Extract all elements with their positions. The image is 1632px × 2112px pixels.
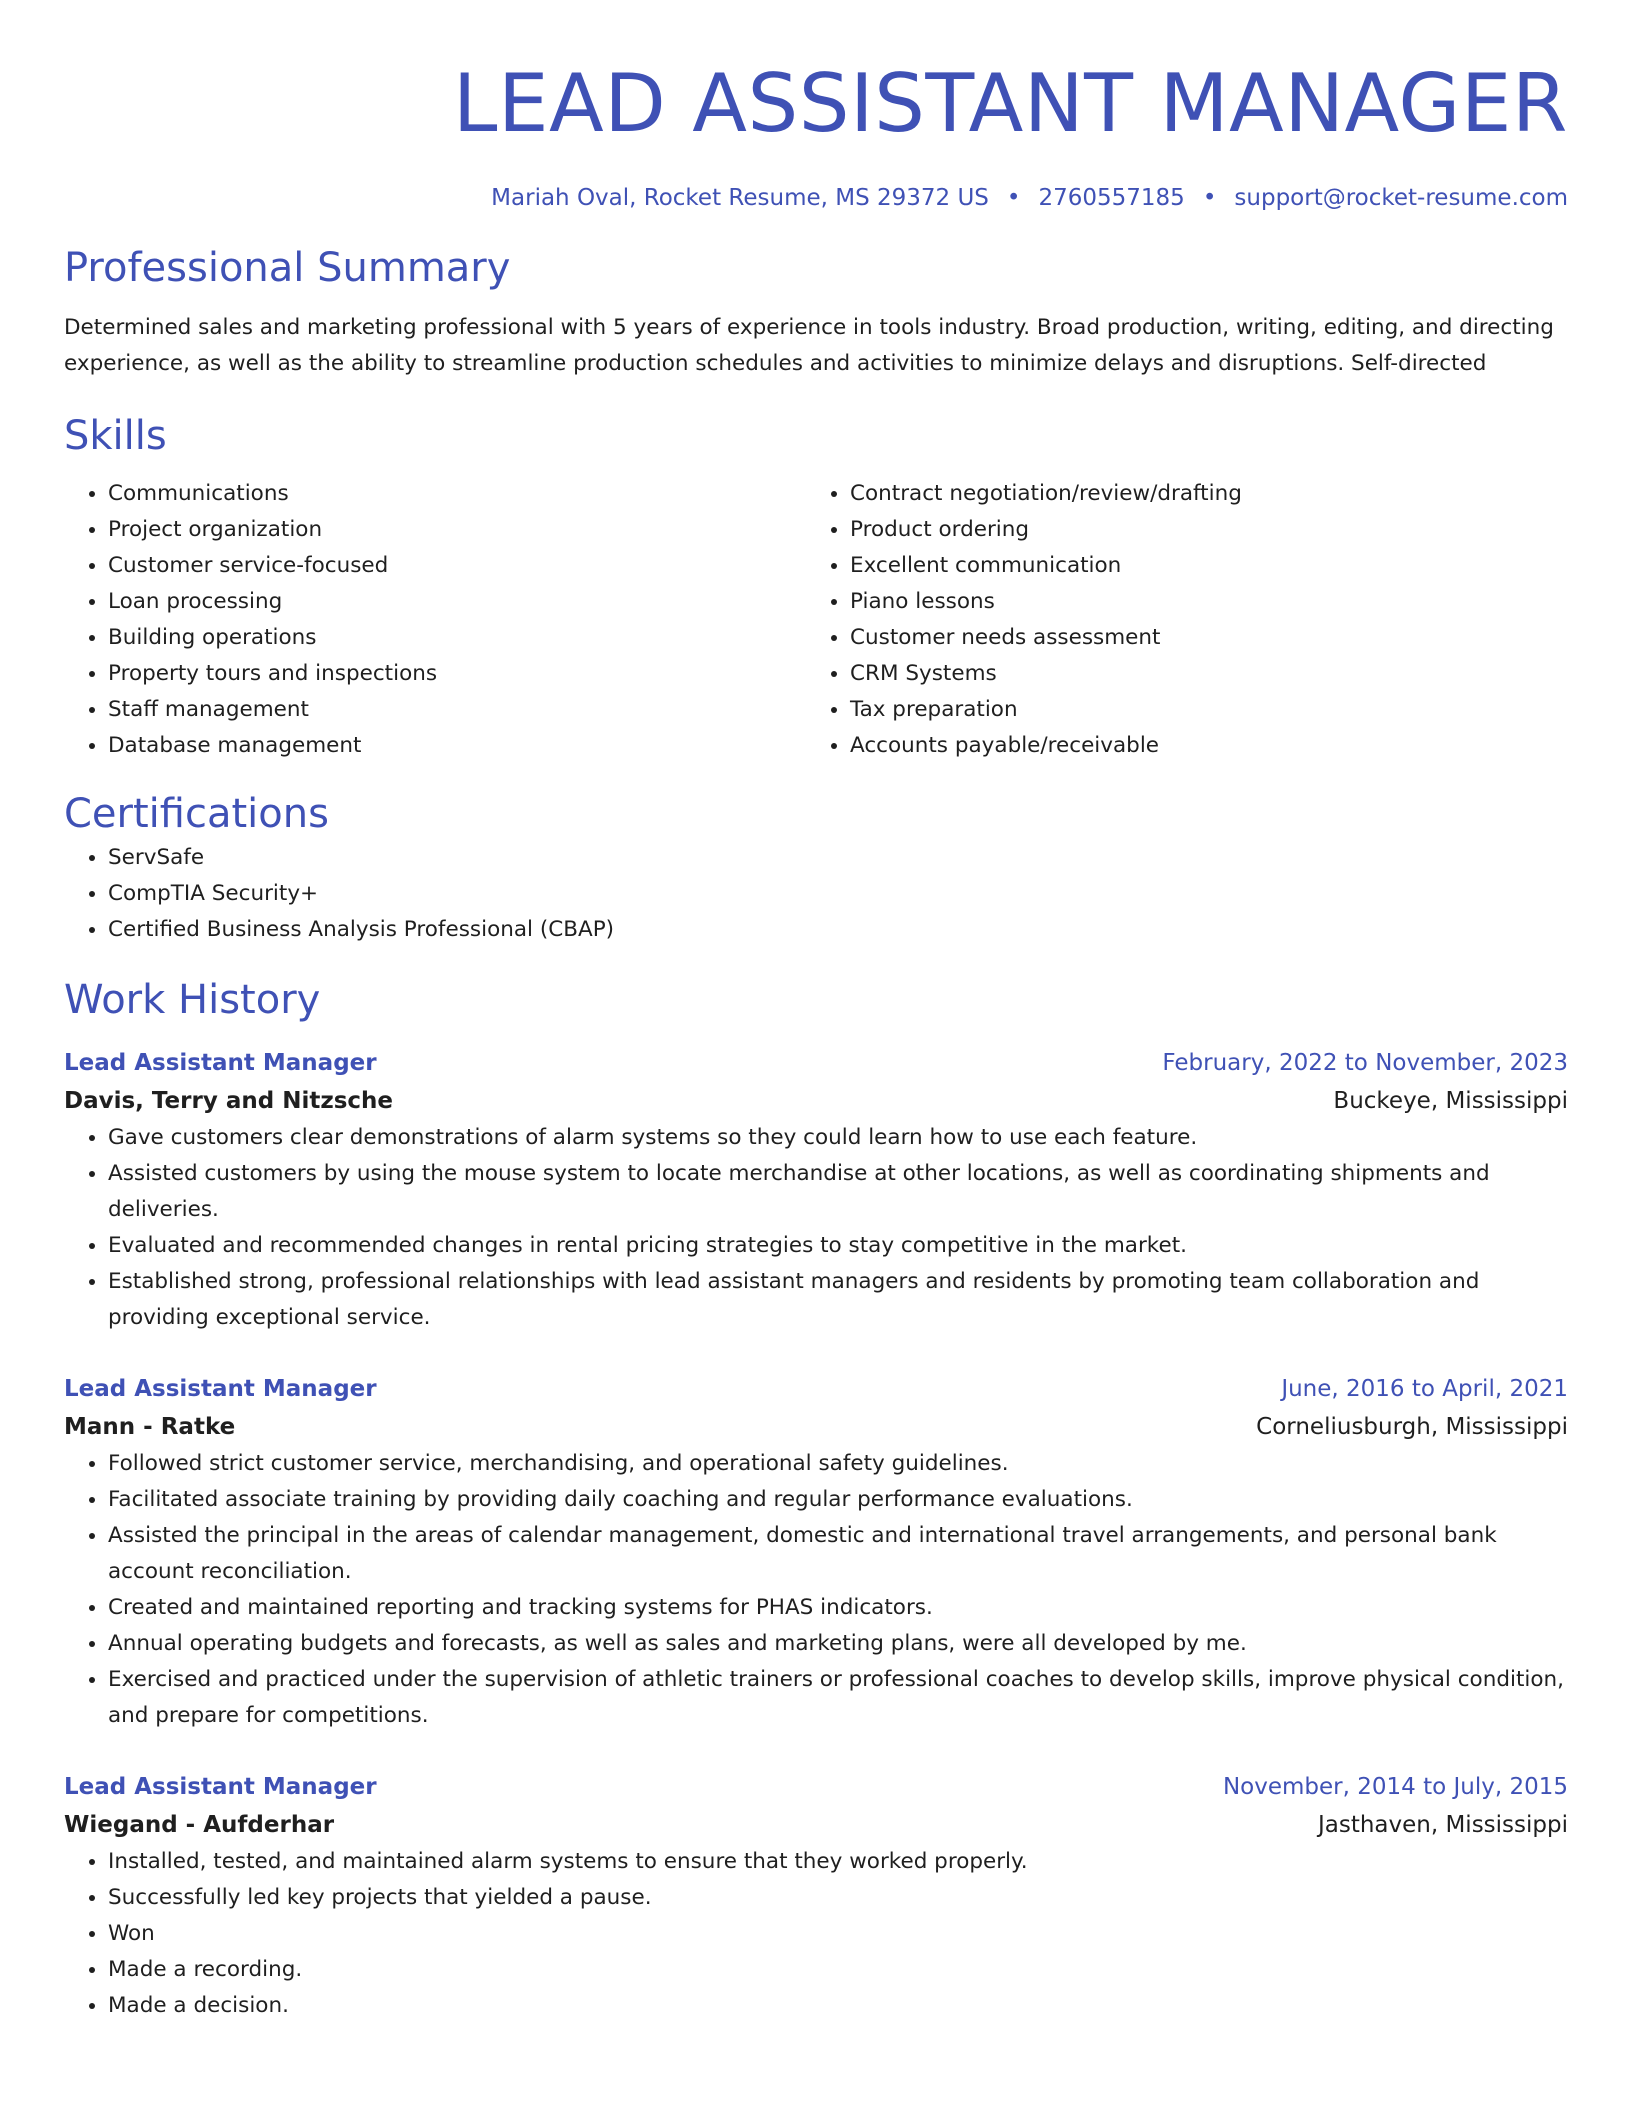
skill-item: • Customer needs assessment <box>850 620 1548 656</box>
certification-item: • Certified Business Analysis Professional (CBAP) <box>108 912 1568 948</box>
contact-email: support@rocket-resume.com <box>1234 185 1568 211</box>
certification-item: • ServSafe <box>108 840 1568 876</box>
certifications-list <box>64 840 1568 948</box>
skills-list-right <box>806 476 1548 764</box>
job-duty: • Evaluated and recommended changes in rental pricing strategies to stay competitive in the market. <box>108 1228 1568 1264</box>
job-duty: • Gave customers clear demonstrations of alarm systems so they could learn how to use each feature. <box>108 1120 1568 1156</box>
job-entry <box>64 1768 1568 2024</box>
job-dates: November, 2014 to July, 2015 <box>1222 1774 1568 1800</box>
job-company: Mann - Ratke <box>64 1414 236 1440</box>
summary-heading: Professional Summary <box>64 245 511 291</box>
resume-name: LEAD ASSISTANT MANAGER <box>452 57 1568 150</box>
job-dates: June, 2016 to April, 2021 <box>1281 1376 1568 1402</box>
skill-item: • Contract negotiation/review/drafting <box>850 476 1548 512</box>
skill-item: • Tax preparation <box>850 692 1548 728</box>
skill-item: • Excellent communication <box>850 548 1548 584</box>
job-duty: • Made a decision. <box>108 1988 1568 2024</box>
skill-item: • Communications <box>108 476 806 512</box>
skills-list-left <box>64 476 806 764</box>
job-company-row <box>64 1806 1568 1844</box>
job-duty: • Exercised and practiced under the supervision of athletic trainers or professional coaches to develop skills, improve physical condition, and prepare for competitions. <box>108 1662 1568 1734</box>
job-title-row <box>64 1044 1568 1082</box>
contact-line <box>64 182 1568 214</box>
contact-phone: 2760557185 <box>1038 185 1185 211</box>
contact-separator: • <box>1202 185 1217 211</box>
contact-separator: • <box>1006 185 1021 211</box>
job-title-row <box>64 1768 1568 1806</box>
job-location: Buckeye, Mississippi <box>1333 1088 1568 1114</box>
job-location: Corneliusburgh, Mississippi <box>1256 1414 1568 1440</box>
certification-item: • CompTIA Security+ <box>108 876 1568 912</box>
job-title: Lead Assistant Manager <box>64 1050 377 1076</box>
job-duty: • Installed, tested, and maintained alarm systems to ensure that they worked properly. <box>108 1844 1568 1880</box>
job-duty: • Assisted customers by using the mouse system to locate merchandise at other locations, as well as coordinating shipments and deliveries. <box>108 1156 1568 1228</box>
job-company: Davis, Terry and Nitzsche <box>64 1088 394 1114</box>
job-title: Lead Assistant Manager <box>64 1376 377 1402</box>
job-duties-list <box>64 1120 1568 1336</box>
job-duties-list <box>64 1844 1568 2024</box>
job-company-row <box>64 1408 1568 1446</box>
skill-item: • Accounts payable/receivable <box>850 728 1548 764</box>
job-title-row <box>64 1370 1568 1408</box>
certifications-heading: Certifications <box>64 791 329 837</box>
skills-column-left <box>64 476 806 764</box>
skill-item: • Customer service-focused <box>108 548 806 584</box>
job-location: Jasthaven, Mississippi <box>1317 1812 1568 1838</box>
skill-item: • Project organization <box>108 512 806 548</box>
job-company-row <box>64 1082 1568 1120</box>
summary-text: Determined sales and marketing professional with 5 years of experience in tools industry. Broad production, writing, editing, and directing experience, as well as the ability to streamline production schedules and activities to minimize delays and disruptions. Self-directed <box>64 315 1554 376</box>
job-duty: • Facilitated associate training by providing daily coaching and regular performance evaluations. <box>108 1482 1568 1518</box>
job-duties-list <box>64 1446 1568 1734</box>
skill-item: • CRM Systems <box>850 656 1548 692</box>
job-entry <box>64 1370 1568 1734</box>
skill-item: • Database management <box>108 728 806 764</box>
resume-header <box>64 0 1568 214</box>
job-duty: • Established strong, professional relationships with lead assistant managers and residents by promoting team collaboration and providing exceptional service. <box>108 1264 1568 1336</box>
skill-item: • Loan processing <box>108 584 806 620</box>
job-duty: • Won <box>108 1916 1568 1952</box>
skill-item: • Product ordering <box>850 512 1548 548</box>
job-duty: • Followed strict customer service, merchandising, and operational safety guidelines. <box>108 1446 1568 1482</box>
skills-heading: Skills <box>64 413 167 459</box>
job-duty: • Assisted the principal in the areas of calendar management, domestic and international travel arrangements, and personal bank account reconciliation. <box>108 1518 1568 1590</box>
job-duty: • Created and maintained reporting and tracking systems for PHAS indicators. <box>108 1590 1568 1626</box>
skills-column-right <box>806 476 1548 764</box>
job-duty: • Successfully led key projects that yielded a pause. <box>108 1880 1568 1916</box>
job-title: Lead Assistant Manager <box>64 1774 377 1800</box>
skill-item: • Building operations <box>108 620 806 656</box>
job-company: Wiegand - Aufderhar <box>64 1812 335 1838</box>
skills-grid <box>64 476 1568 764</box>
work-history-heading: Work History <box>64 977 321 1023</box>
job-duty: • Made a recording. <box>108 1952 1568 1988</box>
skill-item: • Piano lessons <box>850 584 1548 620</box>
job-entry <box>64 1044 1568 1336</box>
job-duty: • Annual operating budgets and forecasts, as well as sales and marketing plans, were all developed by me. <box>108 1626 1568 1662</box>
skill-item: • Staff management <box>108 692 806 728</box>
contact-address: Mariah Oval, Rocket Resume, MS 29372 US <box>491 185 989 211</box>
job-dates: February, 2022 to November, 2023 <box>1162 1050 1568 1076</box>
skill-item: • Property tours and inspections <box>108 656 806 692</box>
